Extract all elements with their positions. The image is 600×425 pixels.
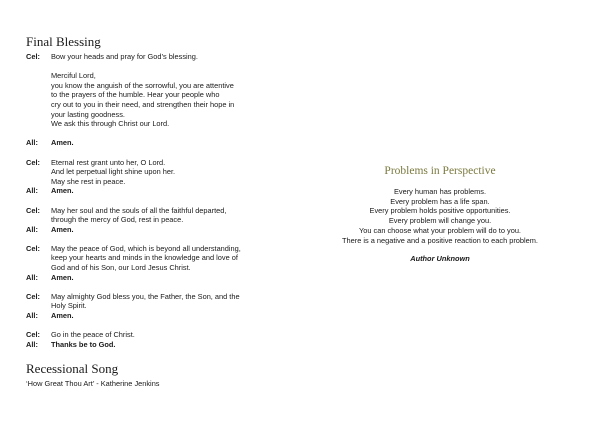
speaker-label: All: (26, 186, 38, 196)
speaker-label: All: (26, 339, 38, 349)
liturgy-line (26, 340, 296, 350)
poem-line: You can choose what your problem will do to you. (358, 225, 521, 235)
liturgy-text: May almighty God bless you, the Father, the Son, and the Holy Spirit. (51, 291, 240, 311)
liturgy-text: Thanks be to God. (51, 339, 116, 349)
liturgy-line (26, 138, 296, 148)
blessing-lines (26, 52, 296, 349)
poem-line: There is a negative and a positive reaction to each problem. (342, 235, 538, 245)
right-page (310, 165, 570, 263)
speaker-label: Cel: (26, 205, 40, 215)
speaker-label: Cel: (26, 52, 40, 61)
liturgy-text: May the peace of God, which is beyond all understanding, keep your hearts and minds in the knowledge and love of God and of his Son, our Lord Jesus Christ. (51, 243, 241, 273)
liturgy-line (26, 330, 296, 340)
poem-line: Every human has problems. (393, 187, 486, 196)
liturgy-text: Amen. (51, 311, 74, 321)
spacer (26, 282, 296, 292)
liturgy-line (26, 206, 296, 225)
liturgy-text: Merciful Lord, you know the anguish of the sorrowful, you are attentive to the prayers of the humble. Hear your people who cry out to you in their need, and strengthen their hope in your lasting goodness. We ask this through Christ our Lord. (51, 71, 235, 129)
liturgy-text: Eternal rest grant unto her, O Lord. And let perpetual light shine upon her. May she rest in peace. (51, 157, 176, 186)
spacer (26, 148, 296, 158)
liturgy-line (26, 158, 296, 187)
liturgy-text: May her soul and the souls of all the faithful departed, through the mercy of God, rest in peace. (51, 205, 227, 225)
speaker-label: All: (26, 138, 38, 148)
speaker-label: All: (26, 311, 38, 321)
liturgy-line (26, 244, 296, 273)
speaker-label: Cel: (26, 291, 40, 301)
liturgy-line (26, 52, 296, 62)
left-page (26, 34, 296, 389)
liturgy-text: Go in the peace of Christ. (51, 330, 135, 340)
poem-line: Every problem will change you. (388, 216, 492, 226)
final-blessing-title: Final Blessing (26, 34, 101, 49)
recessional-song: ‘How Great Thou Art’ - Katherine Jenkins (26, 379, 160, 389)
speaker-label: All: (26, 272, 38, 282)
speaker-label: Cel: (26, 157, 40, 167)
speaker-label: All: (26, 224, 38, 234)
liturgy-line (26, 186, 296, 196)
liturgy-text: Amen. (51, 186, 74, 196)
poem-title: Problems in Perspective (384, 165, 496, 177)
liturgy-text: Amen. (51, 138, 74, 148)
liturgy-line (26, 71, 296, 129)
speaker-label: Cel: (26, 330, 40, 340)
spacer (26, 234, 296, 244)
spacer (26, 62, 296, 72)
liturgy-line (26, 225, 296, 235)
liturgy-line (26, 273, 296, 283)
spacer (26, 321, 296, 331)
poem-line: Every problem has a life span. (390, 196, 490, 206)
spacer (26, 196, 296, 206)
spacer (26, 129, 296, 139)
poem-author: Author Unknown (410, 254, 470, 264)
liturgy-text: Amen. (51, 272, 74, 282)
speaker-label: Cel: (26, 243, 40, 253)
speaker-label (26, 71, 51, 129)
liturgy-text: Amen. (51, 224, 74, 234)
recessional-title: Recessional Song (26, 361, 119, 377)
liturgy-line (26, 311, 296, 321)
liturgy-text: Bow your heads and pray for God’s blessing. (51, 52, 198, 61)
liturgy-line (26, 292, 296, 311)
poem-line: Every problem holds positive opportunities. (369, 206, 511, 216)
poem-lines (310, 187, 570, 245)
